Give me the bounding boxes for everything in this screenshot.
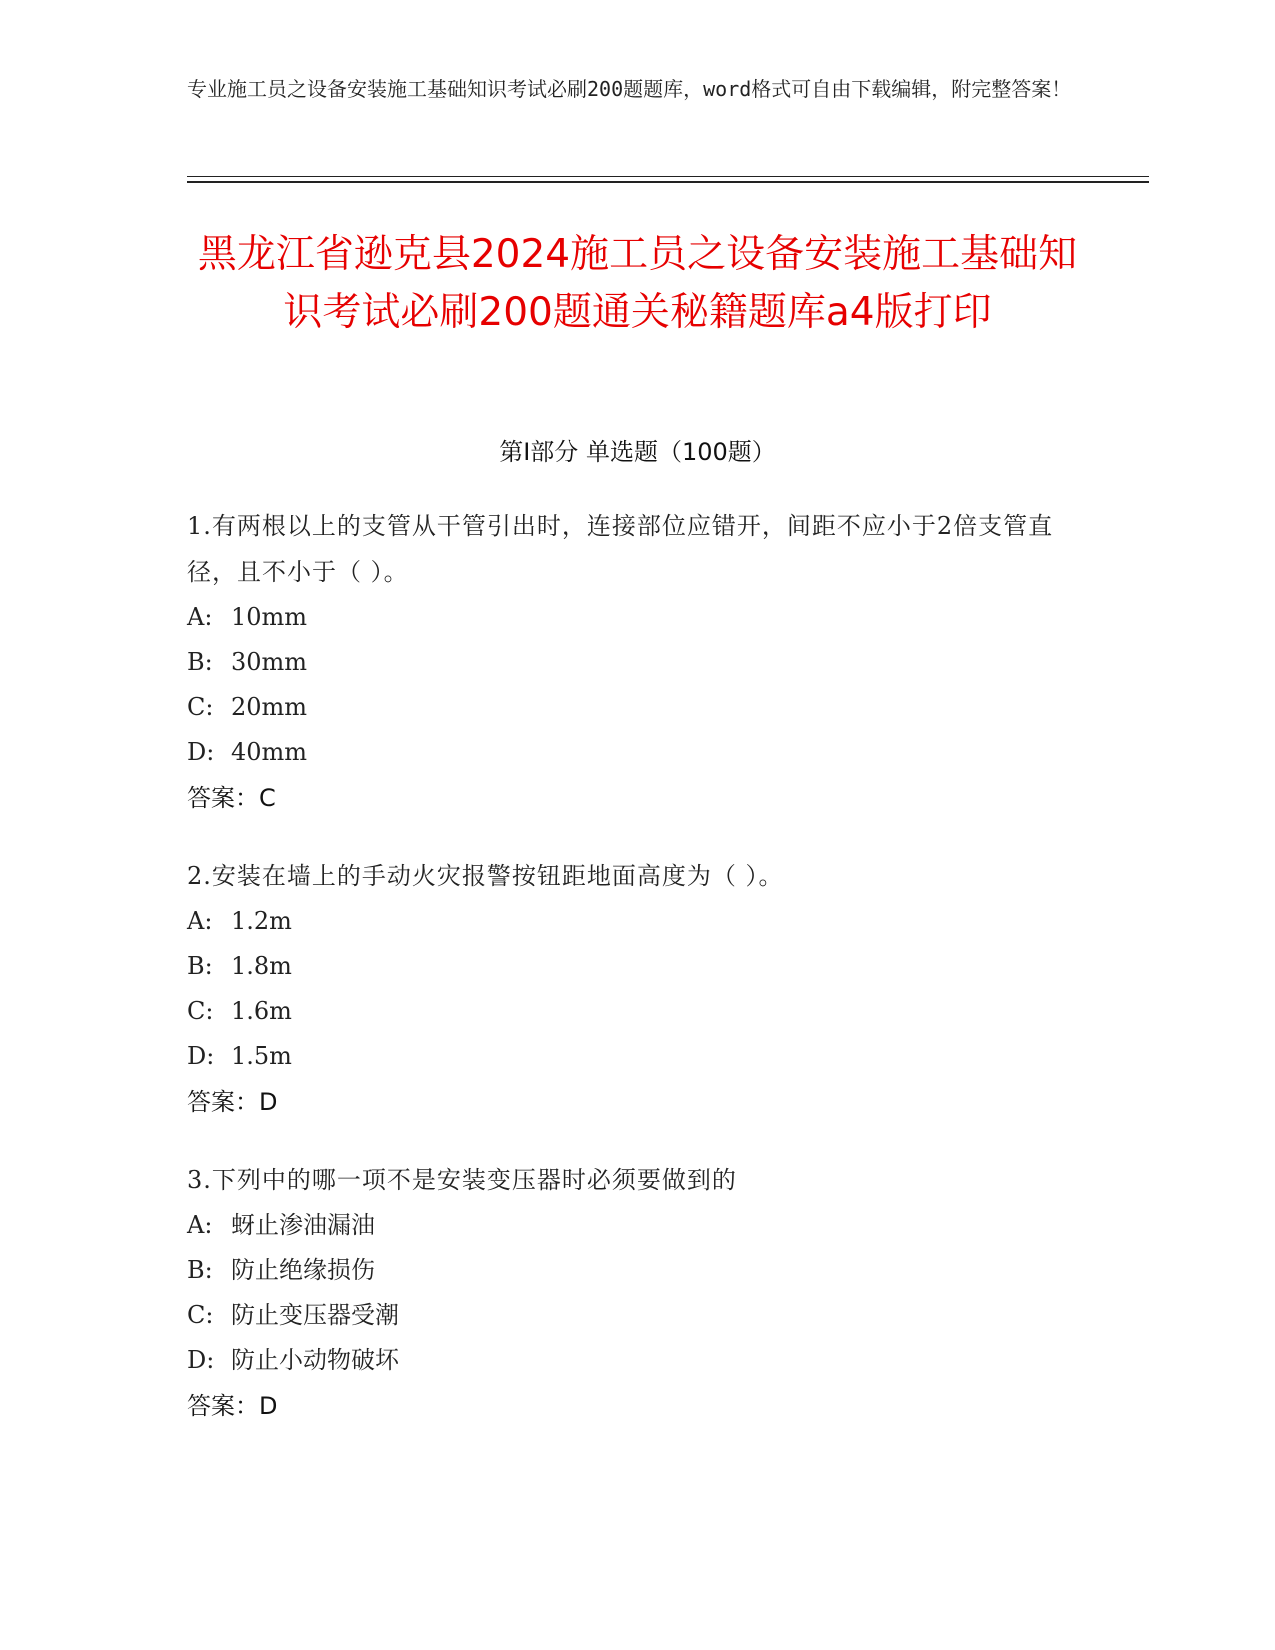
document-title: 黑龙江省逊克县2024施工员之设备安装施工基础知识考试必刷200题通关秘籍题库a4版打印 [197, 232, 1078, 335]
option-text: 20mm [231, 693, 308, 721]
question-2 [187, 853, 1087, 1125]
question-3 [187, 1157, 1087, 1429]
question-stem: 3.下列中的哪一项不是安装变压器时必须要做到的 [187, 1166, 737, 1194]
option-key: C: [187, 693, 214, 721]
option-key: D: [187, 1042, 215, 1070]
option-a [187, 1203, 1087, 1248]
option-text: 1.2m [231, 907, 292, 935]
option-key: B: [187, 648, 213, 676]
option-d [187, 1338, 1087, 1383]
option-key: A: [187, 907, 213, 935]
option-text: 1.6m [231, 997, 292, 1025]
option-text: 防止小动物破坏 [231, 1346, 399, 1374]
option-key: A: [187, 603, 213, 631]
option-text: 1.8m [231, 952, 292, 980]
answer-value: D [259, 1392, 278, 1420]
option-text: 10mm [231, 603, 308, 631]
option-key: C: [187, 997, 214, 1025]
option-b [187, 1248, 1087, 1293]
option-key: D: [187, 738, 215, 766]
option-a [187, 899, 1087, 944]
option-d [187, 1034, 1087, 1079]
option-c [187, 685, 1087, 730]
option-a [187, 595, 1087, 640]
answer-value: C [259, 784, 276, 812]
header-rule-thin [187, 176, 1149, 177]
question-stem: 2.安装在墙上的手动火灾报警按钮距地面高度为（ ）。 [187, 862, 784, 890]
header-rule-thick [187, 181, 1149, 183]
section-title: 第I部分 单选题（100题） [499, 438, 776, 466]
answer-prefix: 答案： [187, 1392, 259, 1420]
header-note: 专业施工员之设备安装施工基础知识考试必刷200题题库，word格式可自由下载编辑，附完整答案！ [187, 77, 1072, 101]
option-b [187, 640, 1087, 685]
option-text: 1.5m [231, 1042, 292, 1070]
answer-prefix: 答案： [187, 784, 259, 812]
answer-line [187, 1383, 1087, 1429]
option-text: 40mm [231, 738, 308, 766]
question-stem: 1.有两根以上的支管从干管引出时，连接部位应错开，间距不应小于2倍支管直径，且不小于（ ）。 [187, 512, 1054, 586]
option-text: 防止绝缘损伤 [231, 1256, 375, 1284]
option-b [187, 944, 1087, 989]
option-text: 防止变压器受潮 [231, 1301, 399, 1329]
answer-line [187, 1079, 1087, 1125]
option-text: 蚜止渗油漏油 [231, 1211, 375, 1239]
question-1 [187, 503, 1087, 821]
option-key: D: [187, 1346, 215, 1374]
answer-line [187, 775, 1087, 821]
option-key: C: [187, 1301, 214, 1329]
option-c [187, 1293, 1087, 1338]
option-c [187, 989, 1087, 1034]
answer-prefix: 答案： [187, 1088, 259, 1116]
option-key: A: [187, 1211, 213, 1239]
option-key: B: [187, 952, 213, 980]
option-key: B: [187, 1256, 213, 1284]
answer-value: D [259, 1088, 278, 1116]
option-d [187, 730, 1087, 775]
option-text: 30mm [231, 648, 308, 676]
